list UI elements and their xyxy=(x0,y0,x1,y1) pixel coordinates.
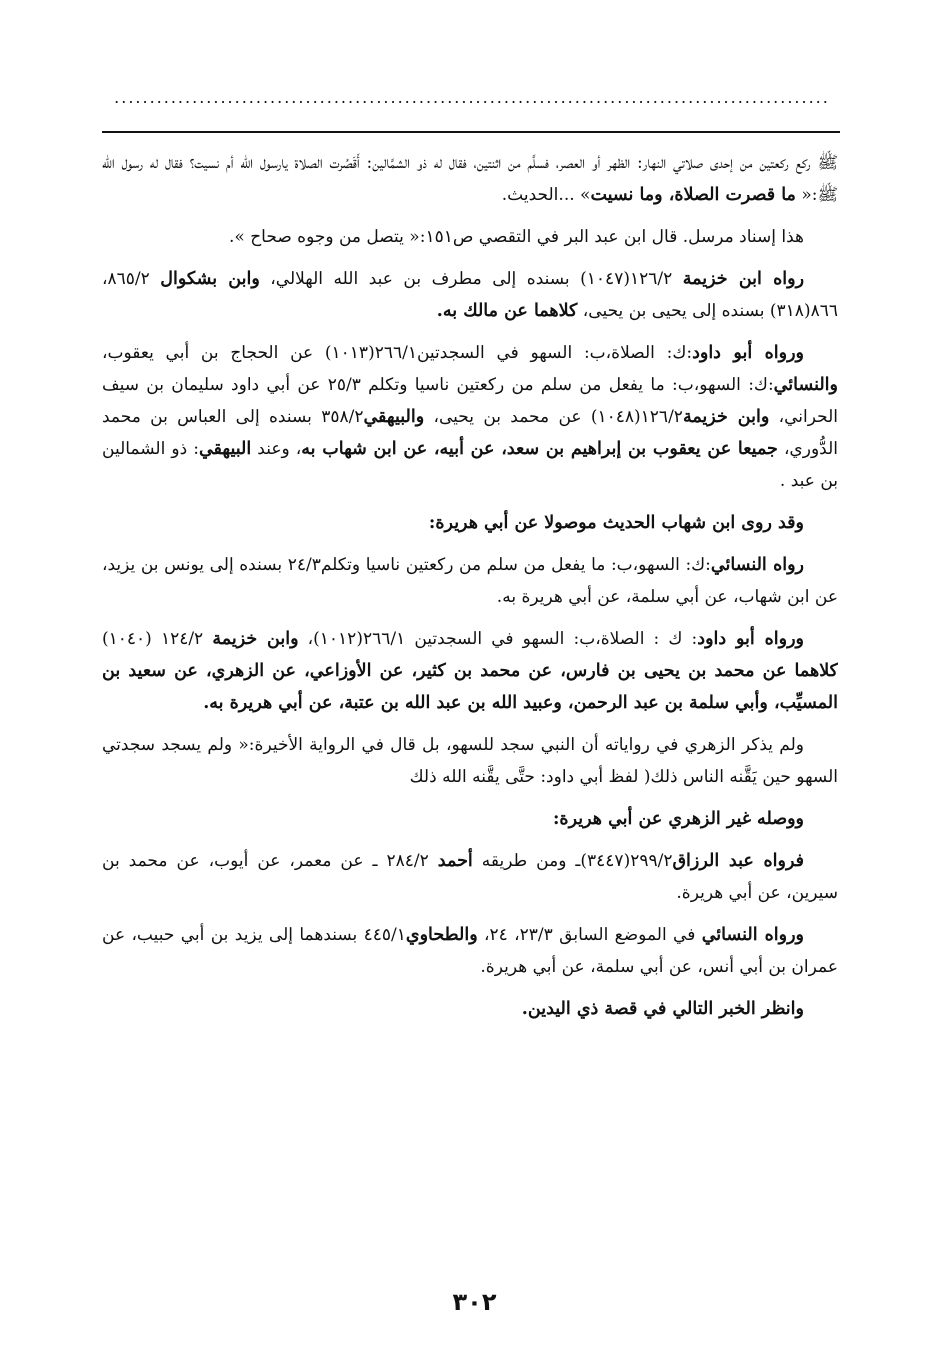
text-segment: :ك: السهو،ب: ما يفعل من سلم من ركعتين ناسيا وتكلم ٢٥/٣ عن أبي داود سليمان بن سيف الحراني، xyxy=(102,375,838,427)
text-segment: ١٢٦/٢(١٠٤٧) بسنده إلى مطرف بن عبد الله الهلالي، xyxy=(259,269,683,289)
bold-text-segment: وابن بشكوال xyxy=(160,269,260,289)
bold-text-segment: وانظر الخبر التالي في قصة ذي اليدين. xyxy=(521,999,804,1019)
bold-text-segment: وقد روى ابن شهاب الحديث موصولا عن أبي هريرة: xyxy=(428,513,804,533)
bold-text-segment: جميعا عن يعقوب بن إبراهيم بن سعد، عن أبيه، عن ابن شهاب به xyxy=(301,439,778,459)
text-segment: ١٢٦/٢(١٠٤٨) عن محمد بن يحيى، xyxy=(424,407,683,427)
text-segment: ﷺ ركع ركعتين من إحدى صلاتي النهار: الظهر أو العصر، فسلَّم من اثنتين، فقال له ذو الشمَّالين: أَقَصُرت الصلاة يارسول الله أم نسيت؟ فقال له رسول الله ﷺ:« xyxy=(102,153,838,205)
paragraph-nasai-tahawi xyxy=(102,919,838,983)
text-segment: ٣٥٨/٢ بسنده إلى العباس بن محمد الدُّوري، xyxy=(102,407,838,459)
bold-text-segment: البيهقي xyxy=(198,439,252,459)
text-segment: : ذو الشمالين بن عبد . xyxy=(102,439,838,491)
text-segment: ١٢٤/٢ (١٠٤٠) xyxy=(102,629,213,649)
bold-text-segment: رواه النسائي xyxy=(710,555,805,575)
bold-text-segment: والطحاوي xyxy=(405,925,478,945)
paragraph-isnad-note xyxy=(102,221,838,253)
bold-text-segment: ورواه أبو داود xyxy=(692,343,804,363)
bold-text-segment: والبيهقي xyxy=(363,407,425,427)
text-segment: ٨٦٥/٢، ٨٦٦(٣١٨) بسنده إلى يحيى بن يحيى، xyxy=(102,269,838,321)
bold-text-segment: وابن خزيمة xyxy=(212,629,299,649)
bold-text-segment: ما قصرت الصلاة، وما نسيت xyxy=(590,185,796,205)
header-rule xyxy=(102,131,840,133)
bold-text-segment: كلاهما عن مالك به. xyxy=(436,301,578,321)
text-segment: : ك : الصلاة،ب: السهو في السجدتين ٢٦٦/١(١٠١٢)، xyxy=(298,629,698,649)
text-segment: ٢٩٩/٢(٣٤٤٧)ـ ومن طريقه xyxy=(472,851,673,871)
paragraph-nasai xyxy=(102,549,838,613)
paragraph-hadith-text xyxy=(102,147,838,211)
paragraph-other-than-zuhri-heading xyxy=(102,803,838,835)
page-body xyxy=(102,147,838,1257)
bold-text-segment: والنسائي xyxy=(773,375,838,395)
text-segment: :ك: السهو،ب: ما يفعل من سلم من ركعتين ناسيا وتكلم٢٤/٣ بسنده إلى يونس بن يزيد، عن ابن شهاب، عن أبي سلمة، عن أبي هريرة به. xyxy=(102,555,838,607)
paragraph-zuhri-note xyxy=(102,729,838,793)
paragraph-abu-dawud-2 xyxy=(102,623,838,719)
paragraph-ibn-shihab-heading xyxy=(102,507,838,539)
paragraph-abu-dawud xyxy=(102,337,838,497)
bold-text-segment: ورواه النسائي xyxy=(701,925,805,945)
text-segment: ، وعند xyxy=(251,439,302,459)
text-segment: ٤٤٥/١ بسندهما إلى يزيد بن أبي حبيب، عن عمران بن أبي أنس، عن أبي سلمة، عن أبي هريرة. xyxy=(102,925,838,977)
page-number: ٣٠٢ xyxy=(452,1288,497,1316)
text-segment: » ...الحديث. xyxy=(501,185,591,205)
bold-text-segment: ووصله غير الزهري عن أبي هريرة: xyxy=(552,809,804,829)
bold-text-segment: فرواه عبد الرزاق xyxy=(672,851,805,871)
text-segment: ولم يذكر الزهري في رواياته أن النبي سجد للسهو، بل قال في الرواية الأخيرة:« ولم يسجد سجدتي السهو حين يَقَّنه الناس ذلك( لفظ أبي داود: حتَّى يقَّنه الله ذلك xyxy=(102,735,838,787)
paragraph-abd-al-razzaq xyxy=(102,845,838,909)
bold-text-segment: رواه ابن خزيمة xyxy=(682,269,805,289)
header-dotted-line: ..................................................................................................... xyxy=(114,88,830,107)
text-segment: في الموضع السابق ٢٣/٣، ٢٤، xyxy=(477,925,702,945)
bold-text-segment: وابن خزيمة xyxy=(682,407,770,427)
text-segment: ٢٨٤/٢ ـ عن معمر، عن أيوب، عن محمد بن سيرين، عن أبي هريرة. xyxy=(102,851,838,903)
text-segment: هذا إسناد مرسل. قال ابن عبد البر في التقصي ص١٥١:« يتصل من وجوه صحاح ». xyxy=(228,227,804,247)
bold-text-segment: كلاهما عن محمد بن يحيى بن فارس، عن محمد بن كثير، عن الأوزاعي، عن الزهري، عن سعيد بن المسيِّب، وأبي سلمة بن عبد الرحمن، وعبيد الله بن عبد الله بن عتبة، عن أبي هريرة به. xyxy=(102,661,838,713)
paragraph-ibn-khuzaymah xyxy=(102,263,838,327)
bold-text-segment: ورواه أبو داود xyxy=(697,629,804,649)
text-segment: :ك: الصلاة،ب: السهو في السجدتين٢٦٦/١(١٠١٣) عن الحجاج بن أبي يعقوب، xyxy=(102,343,693,363)
bold-text-segment: أحمد xyxy=(437,851,473,871)
paragraph-see-next xyxy=(102,993,838,1025)
